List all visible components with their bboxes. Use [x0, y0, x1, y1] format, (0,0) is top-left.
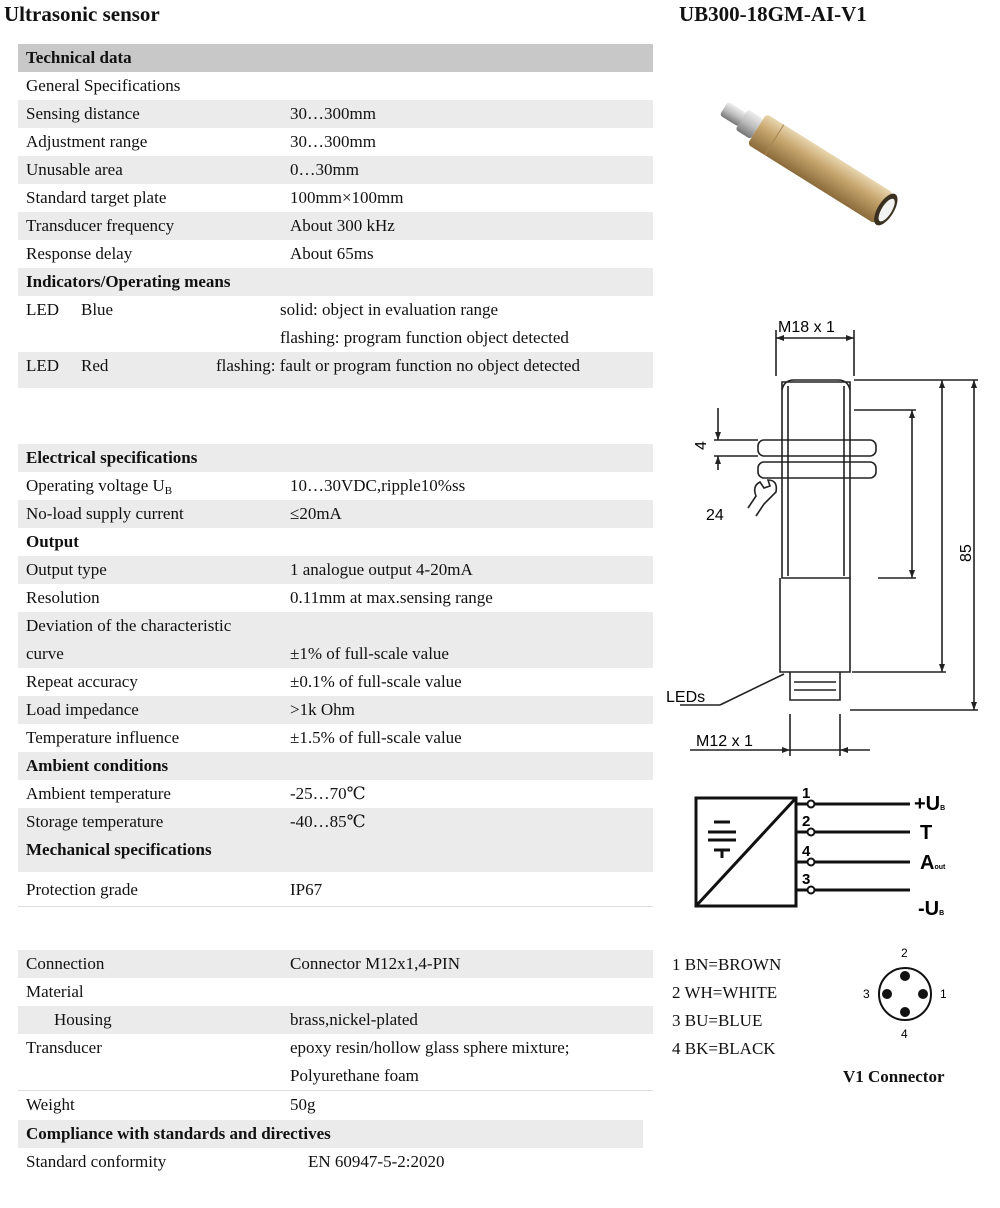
- connector-pinout: [855, 940, 955, 1050]
- connector-pin-label: 4: [901, 1027, 908, 1041]
- product-type-title: Ultrasonic sensor: [4, 2, 160, 26]
- voltage-row: Operating voltage $U_B$ 10…30VDC,ripple10%ss: [26, 476, 466, 497]
- sensor-photo: [700, 80, 930, 260]
- table-row: Protection grade IP67: [26, 880, 323, 899]
- divider: [18, 906, 653, 907]
- nut-height-label: 4: [693, 441, 710, 450]
- output-heading: Output: [26, 532, 79, 551]
- pin-number: 4: [802, 843, 811, 860]
- wrench-size-label: 24: [706, 507, 724, 524]
- table-row: Storage temperature -40…85℃: [18, 808, 653, 836]
- pin-number: 3: [802, 871, 811, 888]
- table-row: Output type 1 analogue output 4-20mA: [18, 556, 653, 584]
- mechanical-heading: Mechanical specifications: [18, 836, 653, 872]
- table-row: Material: [26, 982, 84, 1001]
- pin-number: 2: [802, 813, 811, 830]
- table-row: Weight 50g: [26, 1095, 316, 1114]
- connector-title: V1 Connector: [843, 1067, 945, 1086]
- leds-label: LEDs: [666, 689, 706, 706]
- indicators-heading: Indicators/Operating means: [18, 268, 653, 296]
- connector-thread-label: M12 x 1: [696, 733, 753, 750]
- wiring-schematic: [690, 780, 990, 920]
- connector-pin-label: 2: [901, 946, 908, 960]
- compliance-heading: Compliance with standards and directives: [18, 1120, 643, 1148]
- signal-a: Aout: [920, 852, 946, 874]
- general-spec-row: General Specifications: [26, 76, 181, 95]
- table-row: Unusable area 0…30mm: [18, 156, 653, 184]
- table-row: Repeat accuracy ±0.1% of full-scale value: [26, 672, 462, 691]
- technical-data-heading: Technical data: [18, 44, 653, 72]
- led-red-row: LED Red flashing: fault or program function no object detected: [18, 352, 653, 388]
- table-row: Connection Connector M12x1,4-PIN: [18, 950, 653, 978]
- thread-label: M18 x 1: [778, 319, 835, 336]
- signal-minus: -UB: [918, 898, 945, 920]
- table-row: Adjustment range 30…300mm: [26, 132, 376, 151]
- ambient-heading: Ambient conditions: [18, 752, 653, 780]
- table-row: Sensing distance 30…300mm: [18, 100, 653, 128]
- led-blue-flash-row: flashing: program function object detected: [280, 328, 569, 347]
- wire-color-item: 2 WH=WHITE: [672, 983, 778, 1002]
- wire-color-item: 4 BK=BLACK: [672, 1039, 776, 1058]
- length-label: 85: [958, 544, 975, 562]
- wire-color-item: 3 BU=BLUE: [672, 1011, 763, 1030]
- signal-plus: +UB: [914, 793, 946, 815]
- model-title: UB300-18GM-AI-V1: [679, 2, 867, 26]
- table-row: Housing brass,nickel-plated: [18, 1006, 653, 1034]
- dimension-drawing: [660, 310, 1000, 760]
- table-row: Load impedance >1k Ohm: [18, 696, 653, 724]
- table-row: Temperature influence ±1.5% of full-scale value: [26, 728, 462, 747]
- table-row: Ambient temperature -25…70℃: [26, 784, 366, 803]
- signal-t: T: [920, 822, 933, 844]
- table-row: Resolution 0.11mm at max.sensing range: [26, 588, 493, 607]
- wire-color-item: 1 BN=BROWN: [672, 955, 782, 974]
- table-row: Deviation of the characteristic curve ±1% of full-scale value: [18, 612, 653, 668]
- pin-number: 1: [802, 785, 811, 802]
- connector-pin-label: 1: [940, 987, 947, 1001]
- connector-pin-label: 3: [863, 987, 870, 1001]
- table-row: Response delay About 65ms: [26, 244, 374, 263]
- electrical-heading: Electrical specifications: [18, 444, 653, 472]
- table-row: Polyurethane foam: [290, 1066, 419, 1085]
- current-row: No-load supply current ≤20mA: [18, 500, 653, 528]
- table-row: Transducer frequency About 300 kHz: [18, 212, 653, 240]
- table-row: Standard target plate 100mm×100mm: [26, 188, 404, 207]
- led-blue-row: LED Blue solid: object in evaluation range: [26, 300, 499, 319]
- table-row: Standard conformity EN 60947-5-2:2020: [26, 1152, 445, 1171]
- table-row: Transducer epoxy resin/hollow glass sphere mixture;: [26, 1038, 570, 1057]
